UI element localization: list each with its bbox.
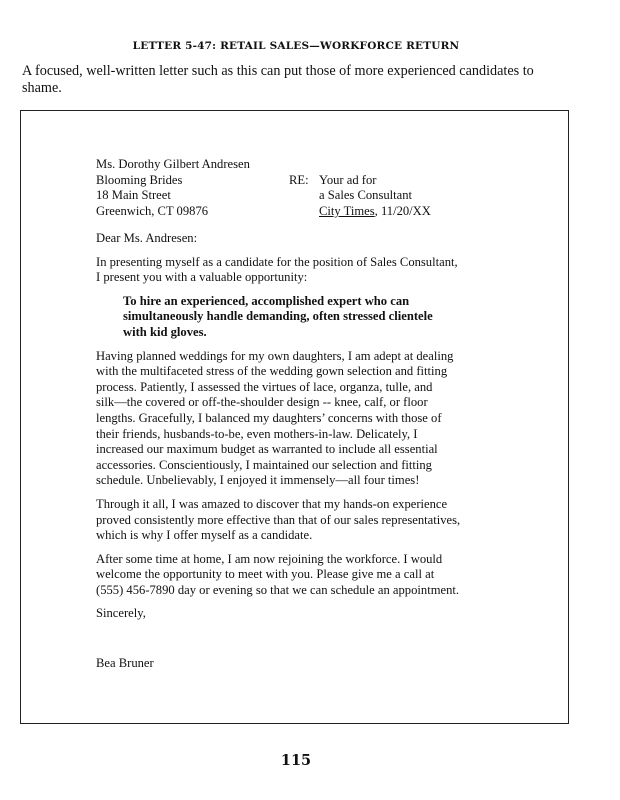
paragraph-line: schedule. Unbelievably, I enjoyed it immensely—all four times! — [96, 473, 420, 488]
intro-line: A focused, well-written letter such as this can put those of more experienced candidates to — [22, 63, 534, 79]
complimentary-close: Sincerely, — [96, 606, 146, 621]
signature-name: Bea Bruner — [96, 656, 154, 671]
re-line: Your ad for — [319, 172, 377, 187]
intro-line: shame. — [22, 80, 62, 96]
recipient-city: Greenwich, CT 09876 — [96, 203, 209, 218]
paragraph-line: Through it all, I was amazed to discover that my hands-on experience — [96, 496, 448, 511]
paragraph-line: (555) 456-7890 day or evening so that we can schedule an appointment. — [96, 582, 460, 597]
recipient-street: 18 Main Street — [96, 188, 171, 203]
paragraph-line: accessories. Conscientiously, I maintained our selection and fitting — [96, 457, 432, 472]
recipient-address — [96, 157, 250, 219]
intro-text — [22, 63, 582, 97]
paragraph-line: which is why I offer myself as a candidate. — [96, 528, 313, 543]
re-line: a Sales Consultant — [319, 188, 413, 203]
re-publication: City Times — [319, 203, 375, 218]
paragraph-line: process. Patiently, I assessed the virtues of lace, organza, tulle, and — [96, 379, 433, 394]
paragraph-line: In presenting myself as a candidate for the position of Sales Consultant, — [96, 254, 458, 269]
emphasis-line: simultaneously handle demanding, often stressed clientele — [123, 309, 433, 324]
paragraph-line: proved consistently more effective than that of our sales representatives, — [96, 512, 461, 527]
emphasis-line: with kid gloves. — [123, 324, 207, 339]
re-label: RE: — [289, 172, 309, 187]
paragraph-line: with the multifaceted stress of the wedding gown selection and fitting — [96, 364, 448, 379]
letter-frame — [20, 110, 569, 724]
letter-body — [96, 157, 516, 672]
re-reference — [319, 173, 431, 220]
paragraph-line: Having planned weddings for my own daughters, I am adept at dealing — [96, 348, 454, 363]
paragraph-discovery — [96, 497, 516, 544]
paragraph-line: lengths. Gracefully, I balanced my daughters’ concerns with those of — [96, 410, 442, 425]
emphasis-line: To hire an experienced, accomplished expert who can — [123, 293, 410, 308]
recipient-company: Blooming Brides — [96, 172, 183, 187]
re-source-line — [319, 204, 431, 220]
paragraph-experience — [96, 349, 516, 489]
paragraph-line: welcome the opportunity to meet with you. Please give me a call at — [96, 567, 435, 582]
address-block — [96, 157, 516, 221]
paragraph-intro — [96, 255, 516, 286]
re-date: , 11/20/XX — [374, 203, 431, 218]
recipient-name: Ms. Dorothy Gilbert Andresen — [96, 157, 250, 171]
paragraph-closing — [96, 552, 516, 599]
paragraph-line: increased our maximum budget as warranted to include all essential — [96, 442, 438, 457]
paragraph-line: silk—the covered or off-the-shoulder design -- knee, calf, or floor — [96, 395, 428, 410]
page-heading: LETTER 5-47: RETAIL SALES—WORKFORCE RETURN — [132, 40, 460, 52]
salutation: Dear Ms. Andresen: — [96, 231, 198, 245]
page-number: 115 — [280, 752, 312, 769]
paragraph-line: After some time at home, I am now rejoining the workforce. I would — [96, 551, 443, 566]
paragraph-line: their friends, husbands-to-be, even mothers-in-law. Delicately, I — [96, 426, 418, 441]
emphasis-statement — [123, 294, 516, 341]
paragraph-line: I present you with a valuable opportunity: — [96, 270, 308, 285]
